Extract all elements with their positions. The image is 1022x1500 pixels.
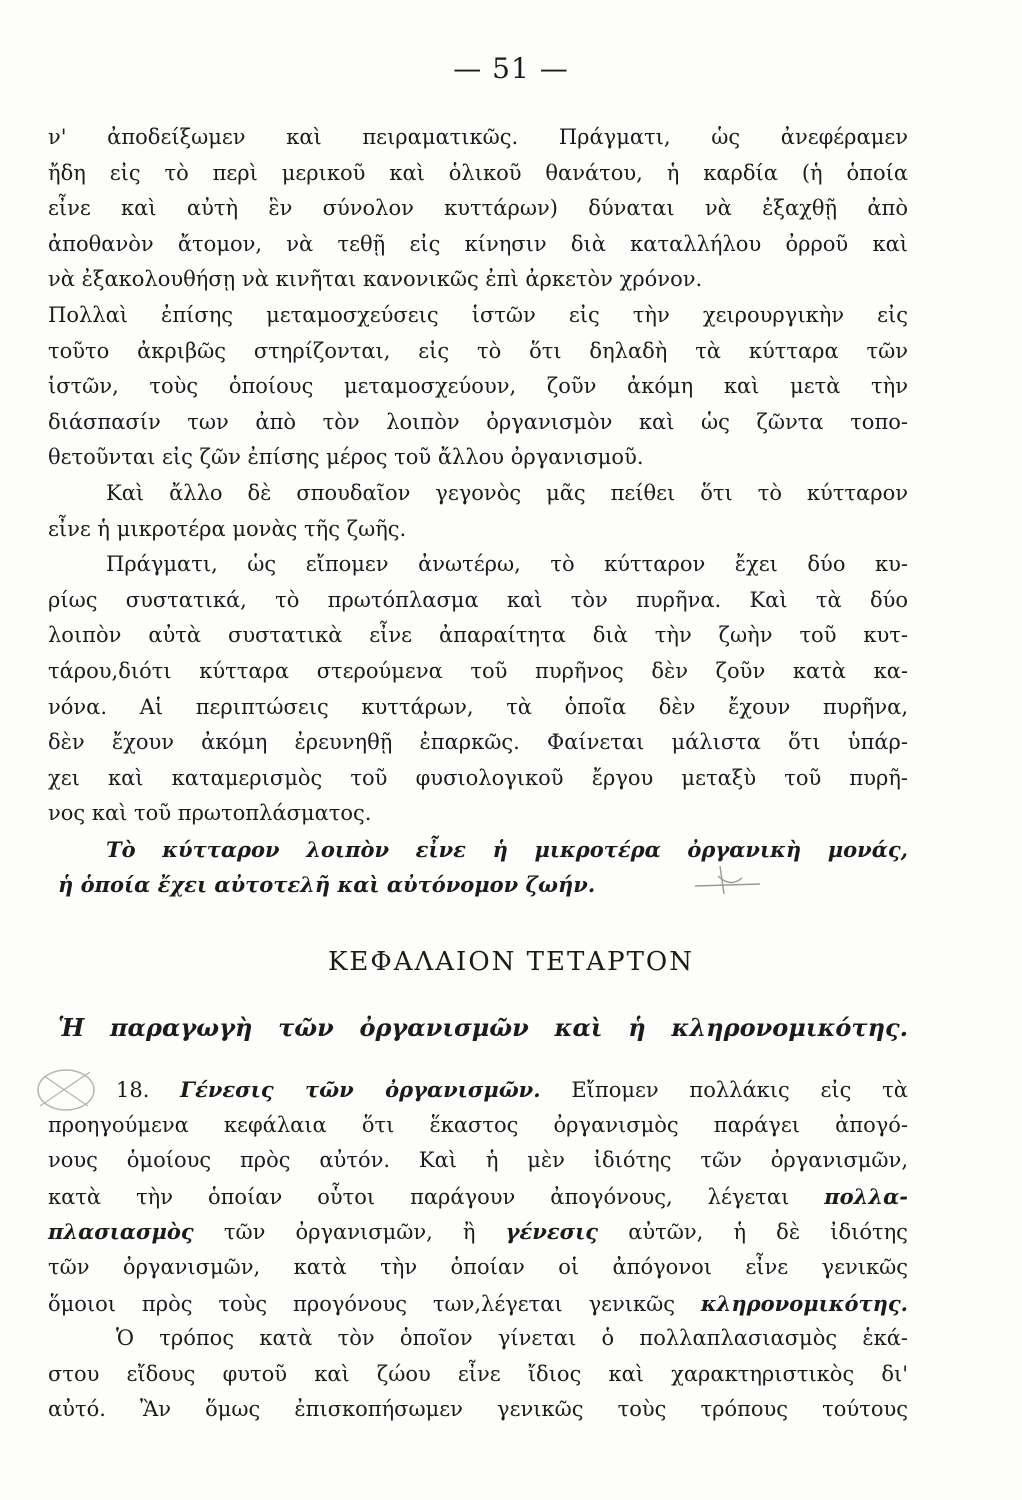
term-genesis: γένεσις (505, 1219, 599, 1245)
page-number: — 51 — (453, 52, 569, 85)
chapter-title: ΚΕΦΑΛΑΙΟΝ ΤΕΤΑΡΤΟΝ (328, 947, 694, 977)
text-line: διάσπασίν των ἀπὸ τὸν λοιπὸν ὀργανισμὸν καὶ ὡς ζῶντα τοπο- (48, 409, 908, 434)
text-line: προηγούμενα κεφάλαια ὅτι ἕκαστος ὀργανισμὸς παράγει ἀπογό- (48, 1112, 908, 1137)
text-line: ἱστῶν, τοὺς ὁποίους μεταμοσχεύουν, ζοῦν ἀκόμη καὶ μετὰ τὴν (48, 374, 908, 399)
text-line: νόνα. Αἱ περιπτώσεις κυττάρων, τὰ ὁποῖα δὲν ἔχουν πυρῆνα, (48, 694, 908, 719)
section-text: Εἴπομεν πολλάκις εἰς τὰ (571, 1078, 908, 1102)
text-line: ἤδη εἰς τὸ περὶ μερικοῦ καὶ ὁλικοῦ θανάτου, ἡ καρδία (ἡ ὁποία (48, 160, 908, 185)
text-line: τοῦτο ἀκριβῶς στηρίζονται, εἰς τὸ ὅτι δηλαδὴ τὰ κύτταρα τῶν (48, 338, 908, 363)
text-line (48, 1072, 908, 1108)
text-line: εἶνε ἡ μικροτέρα μονὰς τῆς ζωῆς. (48, 516, 407, 541)
section-text: αὐτῶν, ἡ δὲ ἰδιότης (628, 1220, 908, 1245)
section-heading: Γένεσις τῶν ὀργανισμῶν. (180, 1077, 541, 1102)
section-text: ὅμοιοι πρὸς τοὺς προγόνους των,λέγεται γενικῶς (48, 1291, 676, 1316)
text-line: λοιπὸν αὐτὰ συστατικὰ εἶνε ἀπαραίτητα διὰ τὴν ζωὴν τοῦ κυτ- (48, 623, 908, 648)
text-line: Ὁ τρόπος κατὰ τὸν ὁποῖον γίνεται ὁ πολλαπλασιασμὸς ἑκά- (116, 1326, 908, 1351)
text-line: νὰ ἐξακολουθήσῃ νὰ κινῆται κανονικῶς ἐπὶ ἀρκετὸν χρόνον. (48, 267, 703, 292)
term-klironomikotis: κληρονομικότης. (700, 1290, 908, 1316)
section-text: κατὰ τὴν ὁποίαν οὗτοι παράγουν ἀπογόνους, λέγεται (48, 1184, 790, 1209)
text-line: ἀποθανὸν ἄτομον, νὰ τεθῇ εἰς κίνησιν διὰ καταλλήλου ὀρροῦ καὶ (48, 231, 908, 256)
text-line: εἶνε καὶ αὐτὴ ἓν σύνολον κυττάρων) δύναται νὰ ἐξαχθῇ ἀπὸ (48, 196, 908, 221)
term-pollaplasiasmos-end: πλασιασμὸς (48, 1219, 194, 1245)
chapter-subtitle: Ἡ παραγωγὴ τῶν ὀργανισμῶν καὶ ἡ κληρονομικότης. (58, 1013, 908, 1042)
text-line (48, 1286, 908, 1322)
pen-scratch-mark (690, 858, 770, 898)
text-line: θετοῦνται εἰς ζῶν ἐπίσης μέρος τοῦ ἄλλου ὀργανισμοῦ. (48, 445, 644, 470)
section-text: τῶν ὀργανισμῶν, ἢ (223, 1220, 476, 1245)
term-pollaplasiasmos: πολλα- (824, 1183, 908, 1209)
text-line: Καὶ ἄλλο δὲ σπουδαῖον γεγονὸς μᾶς πείθει ὅτι τὸ κύτταρον (106, 480, 908, 505)
text-line: αὐτό. Ἂν ὅμως ἐπισκοπήσωμεν γενικῶς τοὺς τρόπους τούτους (48, 1397, 908, 1422)
text-line: νος καὶ τοῦ πρωτοπλάσματος. (48, 801, 372, 826)
emphasis-line: Τὸ κύτταρον λοιπὸν εἶνε ἡ μικροτέρα ὀργανικὴ μονάς, (106, 836, 908, 862)
text-line: τῶν ὀργανισμῶν, κατὰ τὴν ὁποίαν οἱ ἀπόγονοι εἶνε γενικῶς (48, 1254, 908, 1279)
text-line: Πράγματι, ὡς εἴπομεν ἀνωτέρω, τὸ κύτταρον ἔχει δύο κυ- (106, 552, 908, 577)
text-line: νους ὁμοίους πρὸς αὐτόν. Καὶ ἡ μὲν ἰδιότης τῶν ὀργανισμῶν, (48, 1148, 908, 1173)
text-line: δὲν ἔχουν ἀκόμη ἐρευνηθῇ ἐπαρκῶς. Φαίνεται μάλιστα ὅτι ὑπάρ- (48, 730, 908, 755)
emphasis-line: ἡ ὁποία ἔχει αὐτοτελῆ καὶ αὐτόνομον ζωήν. (58, 872, 596, 898)
text-line: ρίως συστατικά, τὸ πρωτόπλασμα καὶ τὸν πυρῆνα. Καὶ τὰ δύο (48, 587, 908, 612)
text-line: στου εἴδους φυτοῦ καὶ ζώου εἶνε ἴδιος καὶ χαρακτηριστικὸς δι' (48, 1361, 908, 1386)
body-text-block (48, 120, 908, 903)
text-line: τάρου,διότι κύτταρα στερούμενα τοῦ πυρῆνος δὲν ζοῦν κατὰ κα- (48, 658, 908, 683)
section-number: 18. (116, 1078, 150, 1102)
text-line: χει καὶ καταμερισμὸς τοῦ φυσιολογικοῦ ἔργου μεταξὺ τοῦ πυρῆ- (48, 765, 908, 790)
text-line: ν' ἀποδείξωμεν καὶ πειραματικῶς. Πράγματι, ὡς ἀνεφέραμεν (48, 125, 908, 149)
text-line: Πολλαὶ ἐπίσης μεταμοσχεύσεις ἱστῶν εἰς τὴν χειρουργικὴν εἰς (48, 302, 908, 327)
section-18 (48, 1072, 908, 1428)
text-line (48, 1179, 908, 1215)
text-line (48, 1214, 908, 1250)
